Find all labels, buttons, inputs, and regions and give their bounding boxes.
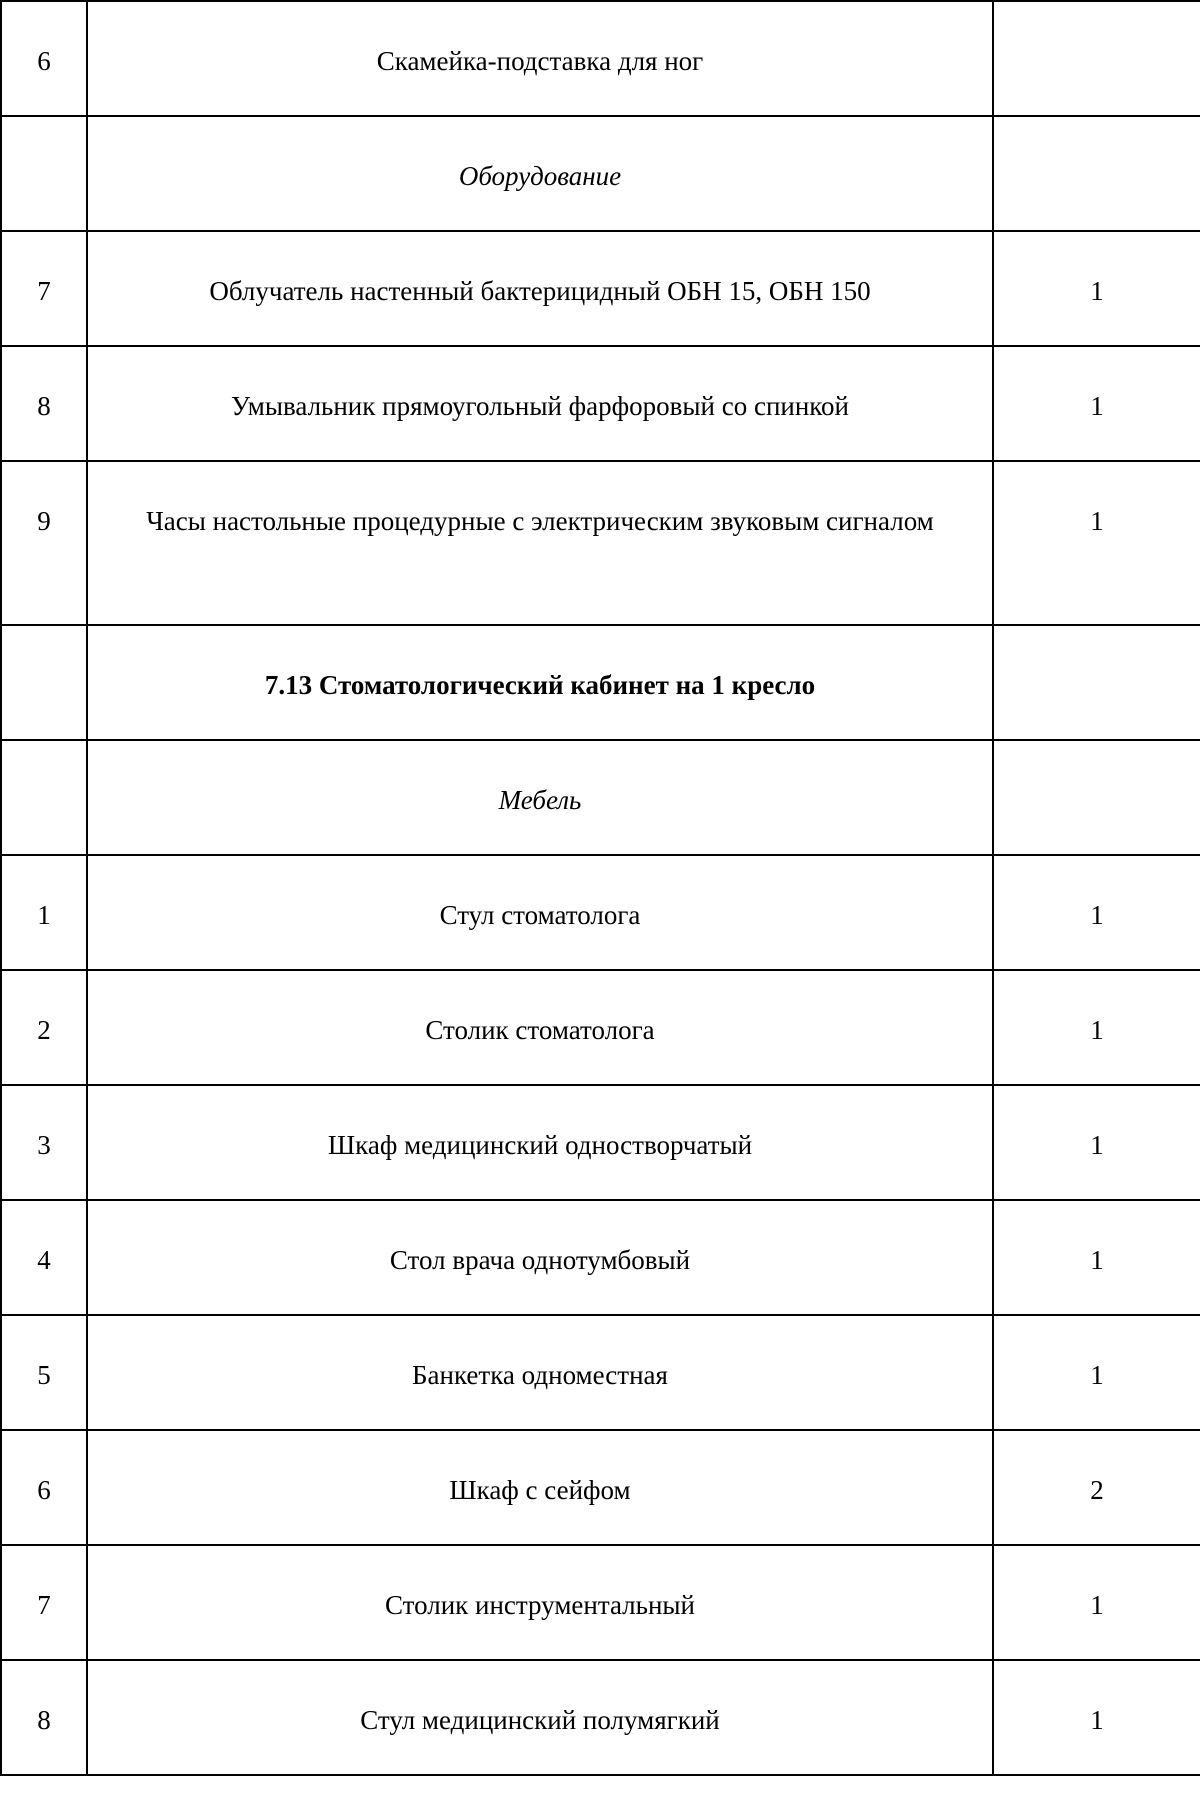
row-number-cell xyxy=(1,625,87,740)
row-number-cell xyxy=(1,1660,87,1775)
item-name-cell xyxy=(87,1085,993,1200)
row-number: 5 xyxy=(37,1360,51,1390)
quantity-cell xyxy=(993,1,1200,116)
row-number: 4 xyxy=(37,1245,51,1275)
quantity-cell xyxy=(993,740,1200,855)
row-number xyxy=(2,117,86,157)
equipment-table-body xyxy=(1,1,1200,1775)
item-name-cell xyxy=(87,970,993,1085)
item-name: Шкаф медицинский одностворчатый xyxy=(327,1130,753,1160)
quantity-cell xyxy=(993,1085,1200,1200)
row-number: 6 xyxy=(37,1475,51,1505)
row-number: 6 xyxy=(37,46,51,76)
item-name: Шкаф с сейфом xyxy=(449,1475,631,1505)
quantity-cell xyxy=(993,1430,1200,1545)
row-number: 2 xyxy=(37,1015,51,1045)
item-name-cell xyxy=(87,116,993,231)
quantity-cell xyxy=(993,461,1200,625)
row-number-cell xyxy=(1,231,87,346)
row-number: 7 xyxy=(37,276,51,306)
item-name-cell xyxy=(87,740,993,855)
row-number-cell xyxy=(1,855,87,970)
table-row xyxy=(1,1200,1200,1315)
row-number: 9 xyxy=(37,506,51,536)
item-quantity: 1 xyxy=(1090,1590,1104,1620)
quantity-cell xyxy=(993,625,1200,740)
item-name: Стол врача однотумбовый xyxy=(389,1245,691,1275)
item-name-cell xyxy=(87,1,993,116)
row-number-cell xyxy=(1,1085,87,1200)
item-quantity: 1 xyxy=(1090,391,1104,421)
row-number-cell xyxy=(1,740,87,855)
subsection-title: Мебель xyxy=(498,785,582,815)
quantity-cell xyxy=(993,116,1200,231)
quantity-cell xyxy=(993,1315,1200,1430)
item-name-cell xyxy=(87,1545,993,1660)
item-name: Стул стоматолога xyxy=(439,900,641,930)
item-name-cell xyxy=(87,1200,993,1315)
quantity-cell xyxy=(993,1660,1200,1775)
row-number-cell xyxy=(1,1,87,116)
item-name: Облучатель настенный бактерицидный ОБН 15, ОБН 150 xyxy=(209,276,871,306)
item-name-cell xyxy=(87,461,993,625)
row-number-cell xyxy=(1,1200,87,1315)
item-quantity: 1 xyxy=(1090,1245,1104,1275)
row-number xyxy=(2,626,86,666)
item-quantity: 1 xyxy=(1090,1360,1104,1390)
row-number: 1 xyxy=(37,900,51,930)
table-row xyxy=(1,1,1200,116)
item-name: Часы настольные процедурные с электрическим звуковым сигналом xyxy=(146,506,934,536)
item-name: Банкетка одноместная xyxy=(412,1360,668,1390)
table-row xyxy=(1,1315,1200,1430)
section-subheader-row xyxy=(1,740,1200,855)
quantity-cell xyxy=(993,1200,1200,1315)
item-name: Столик стоматолога xyxy=(425,1015,655,1045)
item-name: Столик инструментальный xyxy=(384,1590,696,1620)
item-quantity: 1 xyxy=(1090,276,1104,306)
item-quantity: 1 xyxy=(1090,900,1104,930)
quantity-cell xyxy=(993,346,1200,461)
row-number xyxy=(2,741,86,781)
table-row xyxy=(1,1430,1200,1545)
item-quantity: 1 xyxy=(1090,506,1104,536)
row-number-cell xyxy=(1,461,87,625)
table-row xyxy=(1,346,1200,461)
row-number-cell xyxy=(1,1315,87,1430)
row-number-cell xyxy=(1,1545,87,1660)
item-quantity xyxy=(994,626,1200,666)
item-name-cell xyxy=(87,855,993,970)
item-name: Умывальник прямоугольный фарфоровый со спинкой xyxy=(230,391,849,421)
row-number: 7 xyxy=(37,1590,51,1620)
row-number-cell xyxy=(1,970,87,1085)
table-row xyxy=(1,231,1200,346)
table-row xyxy=(1,1660,1200,1775)
table-row xyxy=(1,970,1200,1085)
item-quantity: 1 xyxy=(1090,1130,1104,1160)
row-number: 8 xyxy=(37,391,51,421)
item-name-cell xyxy=(87,1315,993,1430)
row-number-cell xyxy=(1,346,87,461)
quantity-cell xyxy=(993,1545,1200,1660)
item-quantity: 2 xyxy=(1090,1475,1104,1505)
item-name-cell xyxy=(87,625,993,740)
quantity-cell xyxy=(993,970,1200,1085)
item-quantity xyxy=(994,117,1200,157)
table-row xyxy=(1,1545,1200,1660)
quantity-cell xyxy=(993,231,1200,346)
table-row xyxy=(1,1085,1200,1200)
item-name: Стул медицинский полумягкий xyxy=(360,1705,720,1735)
row-number-cell xyxy=(1,1430,87,1545)
item-name-cell xyxy=(87,1660,993,1775)
item-name: Скамейка-подставка для ног xyxy=(376,46,704,76)
row-number: 3 xyxy=(37,1130,51,1160)
item-quantity: 1 xyxy=(1090,1015,1104,1045)
item-quantity: 1 xyxy=(1090,1705,1104,1735)
item-name-cell xyxy=(87,231,993,346)
section-header-row xyxy=(1,625,1200,740)
row-number-cell xyxy=(1,116,87,231)
item-name-cell xyxy=(87,346,993,461)
item-name-cell xyxy=(87,1430,993,1545)
quantity-cell xyxy=(993,855,1200,970)
section-subheader-row xyxy=(1,116,1200,231)
row-number: 8 xyxy=(37,1705,51,1735)
item-quantity xyxy=(994,741,1200,781)
section-title: 7.13 Стоматологический кабинет на 1 кресло xyxy=(264,670,816,700)
item-quantity xyxy=(994,2,1200,42)
table-row xyxy=(1,855,1200,970)
table-row xyxy=(1,461,1200,625)
subsection-title: Оборудование xyxy=(458,161,622,191)
